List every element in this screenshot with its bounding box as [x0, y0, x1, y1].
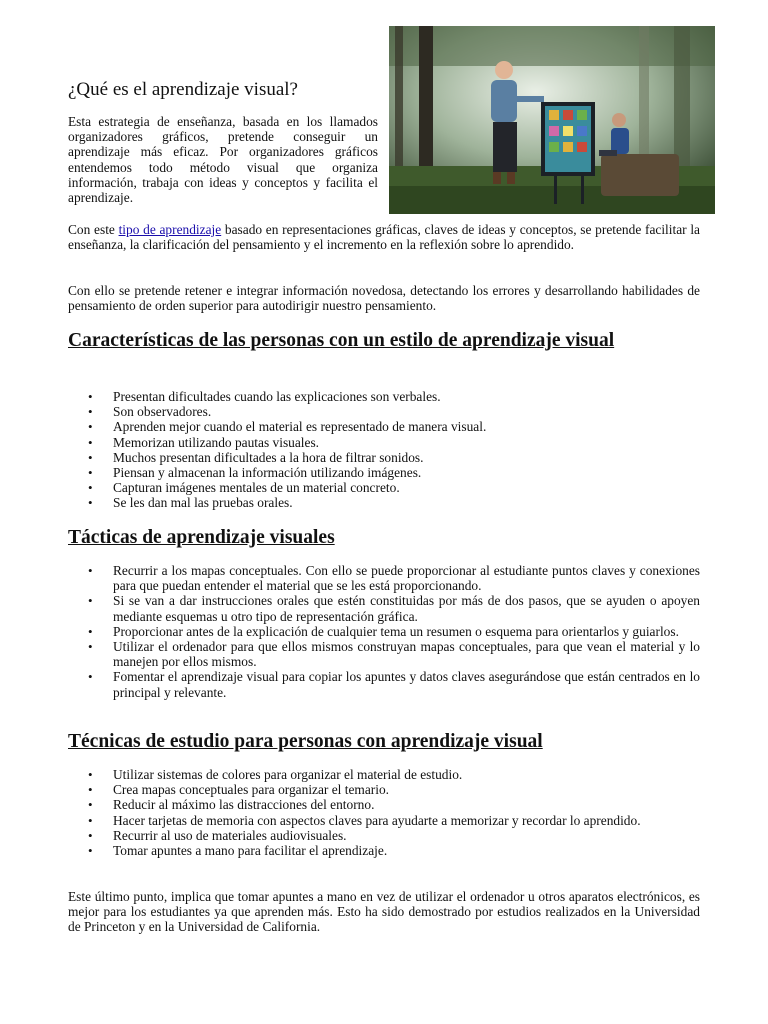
list-item: • Son observadores. — [68, 404, 700, 419]
paragraph-learning-type — [68, 222, 700, 252]
paragraph-text-before: Con este — [68, 222, 119, 237]
list-item: • Hacer tarjetas de memoria con aspectos claves para ayudarte a memorizar y recordar lo aprendido. — [68, 813, 700, 828]
list-item: • Reducir al máximo las distracciones del entorno. — [68, 797, 700, 812]
closing-paragraph: Este último punto, implica que tomar apuntes a mano en vez de utilizar el ordenador u otros aparatos electrónicos, es mejor para los estudiantes ya que aprenden más. Esto ha sido demostrado por estudios realizados en la Universidad de Princeton y en la Universidad de California. — [68, 889, 700, 935]
list-item: • Recurrir al uso de materiales audiovisuales. — [68, 828, 700, 843]
intro-paragraph: Esta estrategia de enseñanza, basada en los llamados organizadores gráficos, pretende conseguir un aprendizaje más eficaz. Por organizadores gráficos entendemos todo método visual que organiza información, trabaja con ideas y conceptos y facilita el aprendizaje. — [68, 114, 378, 206]
list-item: • Presentan dificultades cuando las explicaciones son verbales. — [68, 389, 700, 404]
list-item: • Utilizar sistemas de colores para organizar el material de estudio. — [68, 767, 700, 782]
learning-type-link[interactable]: tipo de aprendizaje — [118, 222, 222, 237]
list-item: • Piensan y almacenan la información utilizando imágenes. — [68, 465, 700, 480]
list-item: • Si se van a dar instrucciones orales que estén constituidas por más de dos pasos, que se ayuden o apoyen mediante esquemas u otro tipo de representación gráfica. — [68, 593, 700, 623]
study-techniques-list — [68, 767, 700, 858]
paragraph-retention: Con ello se pretende retener e integrar información novedosa, detectando los errores y desarrollando habilidades de pensamiento de orden superior para autodirigir nuestro pensamiento. — [68, 283, 700, 314]
characteristics-list — [68, 389, 700, 511]
list-item: • Capturan imágenes mentales de un material concreto. — [68, 480, 700, 495]
intro-title: ¿Qué es el aprendizaje visual? — [68, 79, 298, 100]
list-item: • Utilizar el ordenador para que ellos mismos construyan mapas conceptuales, para que vean el material y lo manejen por ellos mismos. — [68, 639, 700, 669]
list-item: • Se les dan mal las pruebas orales. — [68, 495, 700, 510]
hero-image — [389, 26, 715, 214]
heading-tactics: Tácticas de aprendizaje visuales — [68, 527, 335, 548]
paragraph-text-after: basado en representaciones gráficas, claves de ideas y conceptos, se pretende facilitar la enseñanza, la clarificación del pensamiento y el incremento en la reflexión sobre lo aprendido. — [68, 222, 700, 253]
list-item: • Tomar apuntes a mano para facilitar el aprendizaje. — [68, 843, 700, 858]
heading-characteristics: Características de las personas con un estilo de aprendizaje visual — [68, 330, 615, 351]
list-item: • Proporcionar antes de la explicación de cualquier tema un resumen o esquema para orientarlos y guiarlos. — [68, 624, 700, 639]
list-item: • Memorizan utilizando pautas visuales. — [68, 435, 700, 450]
list-item: • Muchos presentan dificultades a la hora de filtrar sonidos. — [68, 450, 700, 465]
tactics-list — [68, 563, 700, 700]
list-item: • Crea mapas conceptuales para organizar el temario. — [68, 782, 700, 797]
list-item: • Recurrir a los mapas conceptuales. Con ello se puede proporcionar al estudiante puntos claves y conexiones para que puedan entender el material que se les está proporcionando. — [68, 563, 700, 593]
list-item: • Aprenden mejor cuando el material es representado de manera visual. — [68, 419, 700, 434]
list-item: • Fomentar el aprendizaje visual para copiar los apuntes y datos claves asegurándose que están centrados en lo principal y relevante. — [68, 669, 700, 699]
forest-teacher-illustration — [389, 26, 715, 214]
heading-study-techniques: Técnicas de estudio para personas con aprendizaje visual — [68, 731, 543, 752]
